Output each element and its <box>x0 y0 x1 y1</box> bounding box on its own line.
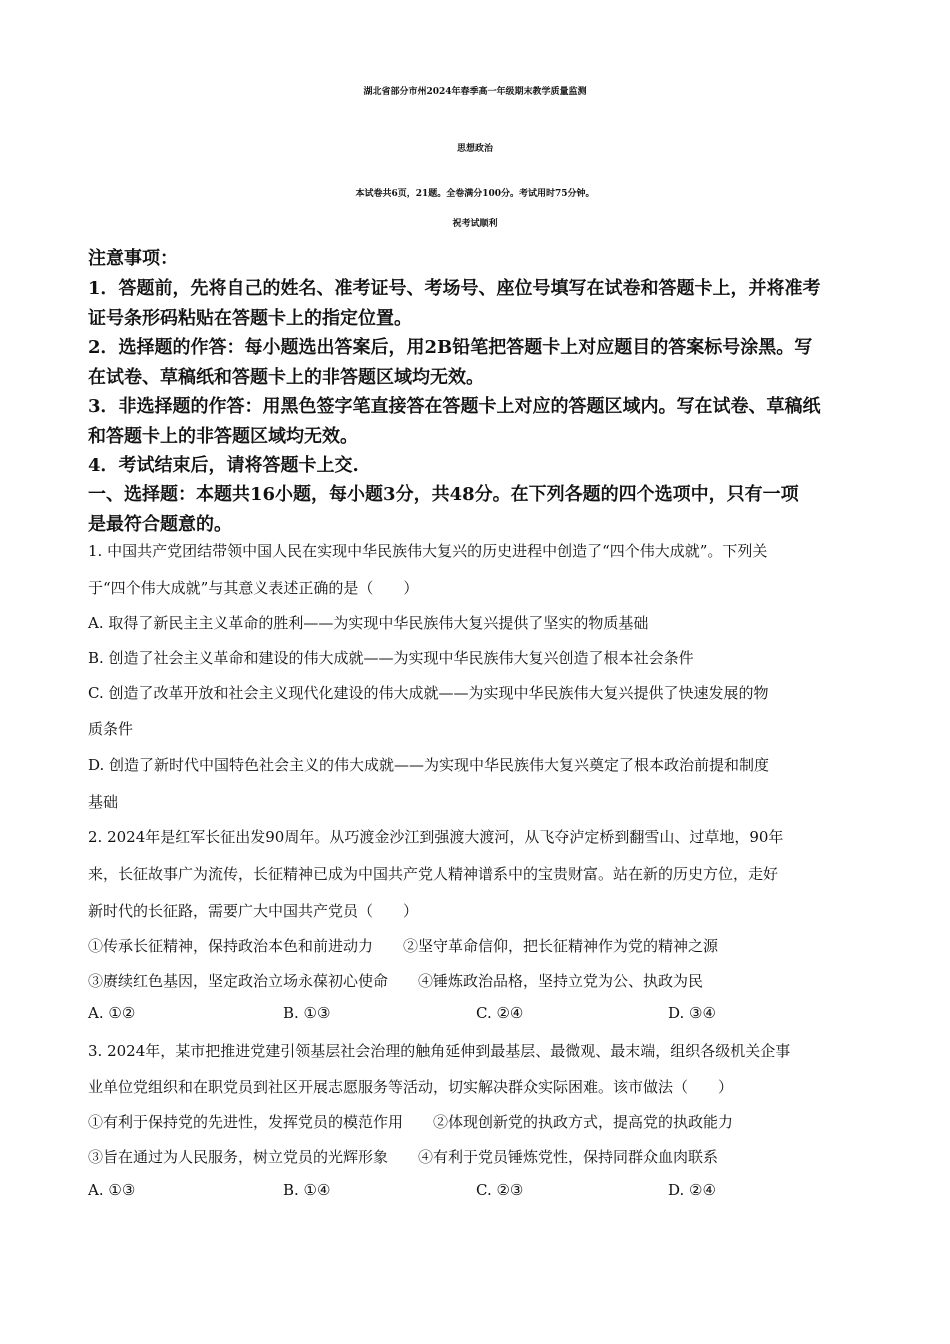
exam-wish: 祝考试顺利 <box>452 219 498 229</box>
notice-line: 和答题卡上的非答题区域均无效。 <box>88 426 358 447</box>
q1-option-a: A. 取得了新民主主义革命的胜利——为实现中华民族伟大复兴提供了坚实的物质基础 <box>88 614 649 632</box>
q3-statement: ①有利于保持党的先进性，发挥党员的模范作用 ②体现创新党的执政方式，提高党的执政能力 <box>88 1113 734 1131</box>
q3-option-d: D. ②④ <box>668 1181 716 1199</box>
q2-stem: 来，长征故事广为流传，长征精神已成为中国共产党人精神谱系中的宝贵财富。站在新的历史方位，走好 <box>88 865 779 883</box>
q1-option-b: B. 创造了社会主义革命和建设的伟大成就——为实现中华民族伟大复兴创造了根本社会条件 <box>88 649 694 667</box>
q2-statement: ③赓续红色基因，坚定政治立场永葆初心使命 ④锤炼政治品格，坚持立党为公、执政为民 <box>88 972 704 990</box>
q1-stem: 于“四个伟大成就”与其意义表述正确的是（ ） <box>88 579 419 597</box>
notice-line: 证号条形码粘贴在答题卡上的指定位置。 <box>88 308 412 329</box>
q1-option-c: 质条件 <box>88 720 134 738</box>
section-heading: 是最符合题意的。 <box>88 514 232 535</box>
notice-line: 1．答题前，先将自己的姓名、准考证号、考场号、座位号填写在试卷和答题卡上，并将准考 <box>88 278 821 299</box>
q3-stem: 业单位党组织和在职党员到社区开展志愿服务等活动，切实解决群众实际困难。该市做法（ ） <box>88 1078 734 1096</box>
notice-line: 3．非选择题的作答：用黑色签字笔直接答在答题卡上对应的答题区域内。写在试卷、草稿纸 <box>88 396 821 417</box>
q3-option-c: C. ②③ <box>476 1181 524 1199</box>
notice-line: 2．选择题的作答：每小题选出答案后，用2B铅笔把答题卡上对应题目的答案标号涂黑。写 <box>88 337 813 358</box>
notice-heading: 注意事项： <box>88 248 178 269</box>
q1-option-d: D. 创造了新时代中国特色社会主义的伟大成就——为实现中华民族伟大复兴奠定了根本政治前提和制度 <box>88 756 770 774</box>
q2-option-d: D. ③④ <box>668 1004 716 1022</box>
q1-stem: 1. 中国共产党团结带领中国人民在实现中华民族伟大复兴的历史进程中创造了“四个伟大成就”。下列关 <box>88 542 768 560</box>
exam-info: 本试卷共6页，21题。全卷满分100分。考试用时75分钟。 <box>355 189 595 199</box>
subject-title: 思想政治 <box>456 144 493 154</box>
q2-stem: 2. 2024年是红军长征出发90周年。从巧渡金沙江到强渡大渡河，从飞夺泸定桥到翻雪山、过草地，90年 <box>88 828 784 846</box>
notice-line: 在试卷、草稿纸和答题卡上的非答题区域均无效。 <box>88 367 484 388</box>
q3-stem: 3. 2024年，某市把推进党建引领基层社会治理的触角延伸到最基层、最微观、最末端，组织各级机关企事 <box>88 1042 791 1060</box>
q3-option-a: A. ①③ <box>88 1181 136 1199</box>
q2-option-c: C. ②④ <box>476 1004 524 1022</box>
q2-stem: 新时代的长征路，需要广大中国共产党员（ ） <box>88 902 419 920</box>
section-heading: 一、选择题：本题共16小题，每小题3分，共48分。在下列各题的四个选项中，只有一项 <box>88 484 799 505</box>
q2-statement: ①传承长征精神，保持政治本色和前进动力 ②坚守革命信仰，把长征精神作为党的精神之源 <box>88 937 719 955</box>
q3-option-b: B. ①④ <box>283 1181 331 1199</box>
q2-option-a: A. ①② <box>88 1004 136 1022</box>
q1-option-c: C. 创造了改革开放和社会主义现代化建设的伟大成就——为实现中华民族伟大复兴提供了快速发展的物 <box>88 684 769 702</box>
exam-title: 湖北省部分市州2024年春季高一年级期末教学质量监测 <box>363 87 587 97</box>
q3-statement: ③旨在通过为人民服务，树立党员的光辉形象 ④有利于党员锤炼党性，保持同群众血肉联系 <box>88 1148 719 1166</box>
notice-line: 4．考试结束后，请将答题卡上交. <box>88 455 359 476</box>
q1-option-d: 基础 <box>88 793 119 811</box>
q2-option-b: B. ①③ <box>283 1004 331 1022</box>
